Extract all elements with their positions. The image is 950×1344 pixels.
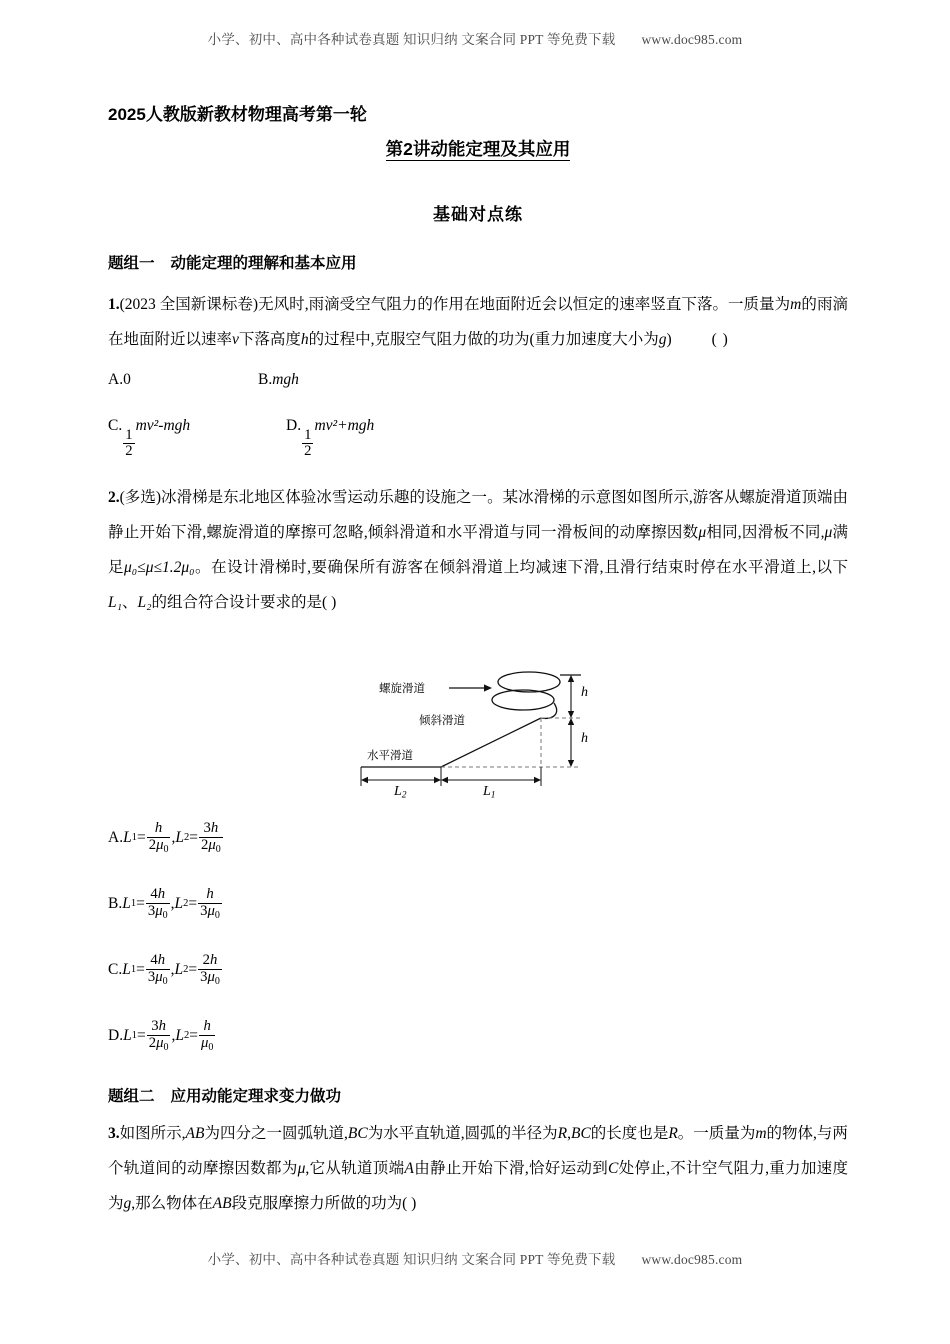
- option-d[interactable]: [286, 409, 464, 460]
- question-3-body-i: 由静止开始下滑,恰好运动到: [413, 1160, 609, 1177]
- q2-c-eq1: =: [136, 961, 145, 979]
- option-d-fraction: [302, 428, 313, 461]
- page-footer: [0, 1248, 950, 1268]
- figure-dim-L1: [483, 784, 496, 801]
- q2-b-eq1: =: [136, 895, 145, 913]
- question-3-number: 3.: [108, 1125, 120, 1142]
- q2-b-L1-num-coef: 4: [150, 885, 158, 902]
- page-title: 2025人教版新教材物理高考第一轮: [108, 105, 367, 124]
- inequality-mu-range: μ₀≤μ≤1.2μ₀: [124, 559, 195, 577]
- figure-dim-L2-sub: 2: [401, 790, 407, 801]
- group-two-name: 应用动能定理求变力做功: [170, 1088, 342, 1105]
- q2-c-L1-den-sub: 0: [162, 975, 168, 987]
- option-a[interactable]: [108, 363, 258, 397]
- q2-a-L2-den-sub: 0: [215, 843, 221, 855]
- figure-dim-L2: [394, 784, 407, 801]
- figure-label-incline: 倾斜滑道: [419, 715, 465, 727]
- figure-label-spiral: 螺旋滑道: [379, 683, 425, 695]
- option-d-numerator: 1: [304, 426, 312, 443]
- q2-b-L1-num-h: h: [157, 885, 166, 902]
- question-1-body-d: 的过程中,克服空气阻力做的功为(重力加速度大小为: [308, 331, 659, 348]
- q2-c-L1: L: [122, 961, 131, 979]
- var-h: h: [300, 331, 309, 348]
- q2-a-L2: L: [175, 829, 184, 847]
- q2-d-L1-num-coef: 3: [151, 1017, 159, 1034]
- footer-promo-text: 小学、初中、高中各种试卷真题 知识归纳 文案合同 PPT 等免费下载: [207, 1252, 616, 1267]
- question-3-body-k: ,那么物体在: [131, 1195, 213, 1212]
- q2-option-d[interactable]: D. L 1 = $\frac{3h}{2\mu_0}$ , L 2 = $\frac{h}{\mu_0}$: [108, 1017, 214, 1053]
- question-2-body-b: 相同,因滑板不同,: [706, 524, 825, 542]
- q2-a-L1-num: h: [154, 819, 163, 836]
- question-2-body-a: 冰滑梯是东北地区体验冰雪运动乐趣的设施之一。某冰滑梯的示意图如图所示,游客从螺旋滑道顶端由静止开始下滑,螺旋滑道的摩擦可忽略,倾斜滑道和水平滑道与同一滑板间的动摩擦因数: [108, 489, 848, 542]
- question-1-body-a: 无风时,雨滴受空气阻力的作用在地面附近会以恒定的速率竖直下落。一质量为: [258, 296, 791, 313]
- var-C: C: [608, 1160, 619, 1177]
- dim-h-top-arrow-down: [568, 711, 574, 718]
- q2-d-eq2: =: [189, 1027, 198, 1045]
- group-one-heading: [108, 251, 848, 273]
- q2-d-frac-L2: [199, 1019, 215, 1054]
- var-L2: L₂: [137, 594, 152, 612]
- q2-d-L2-den-sub: 0: [208, 1041, 214, 1053]
- q2-c-L2-den-mu: μ: [207, 968, 215, 985]
- var-BC-2: BC: [570, 1125, 591, 1142]
- option-b-text: mgh: [272, 371, 299, 388]
- option-c-denominator: 2: [125, 443, 133, 460]
- var-A: A: [404, 1160, 414, 1177]
- content-column: [108, 0, 848, 620]
- question-3-body-f: 。一质量为: [677, 1125, 756, 1142]
- var-AB: AB: [185, 1125, 205, 1142]
- question-1: [108, 287, 848, 357]
- question-3-body-l[interactable]: 段克服摩擦力所做的功为( ): [231, 1195, 417, 1212]
- q2-option-b[interactable]: B. L 1 = $\frac{4h}{3\mu_0}$ , L 2 = $\frac{h}{3\mu_0}$: [108, 885, 220, 921]
- q2-d-L2: L: [175, 1027, 184, 1045]
- q2-b-L1-den-coef: 3: [147, 902, 156, 919]
- var-m: m: [790, 296, 802, 313]
- question-3-body-d: ,: [567, 1125, 571, 1142]
- figure-dim-L2-letter: L: [394, 784, 402, 799]
- q3-var-mu: μ: [297, 1160, 306, 1177]
- q2-c-L1-den-mu: μ: [155, 968, 163, 985]
- q2-d-L1-den-mu: μ: [156, 1034, 164, 1051]
- var-L1: L₁: [108, 594, 123, 612]
- q2-b-eq2: =: [188, 895, 198, 913]
- question-3-body-h: ,它从轨道顶端: [305, 1160, 405, 1177]
- option-c-letter: C.: [108, 417, 123, 434]
- option-d-letter: D.: [286, 417, 302, 434]
- option-b[interactable]: [258, 363, 408, 397]
- q2-option-a-letter: A.: [108, 829, 124, 847]
- q2-d-L2-den-mu: μ: [200, 1034, 209, 1051]
- var-R: R: [557, 1125, 568, 1142]
- q2-a-frac-L2: [199, 821, 223, 856]
- q2-c-L2-num-coef: 2: [202, 951, 210, 968]
- question-1-options-cd: [108, 409, 848, 460]
- question-3-body-a: 如图所示,: [119, 1125, 186, 1142]
- question-2-body-c: 满足: [108, 524, 848, 577]
- q2-a-L2-den-coef: 2: [200, 836, 209, 853]
- option-d-denominator: 2: [304, 443, 312, 460]
- figure-dim-L1-letter: L: [483, 784, 491, 799]
- question-3-body-j: 处停止,不计空气阻力,重力加速度为: [108, 1160, 848, 1212]
- question-2-number: 2.: [108, 489, 120, 507]
- q2-a-L1-den-mu: μ: [156, 836, 164, 853]
- spiral-label-pointer-head: [484, 684, 492, 691]
- q2-b-L2-num: h: [206, 885, 214, 902]
- figure-dim-h-bottom: h: [581, 731, 588, 746]
- option-c-tail: mv²-mgh: [135, 417, 191, 434]
- q2-c-L2: L: [174, 961, 184, 979]
- q2-d-frac-L1: [147, 1019, 171, 1054]
- q2-d-L1-den-sub: 0: [163, 1041, 169, 1053]
- q2-option-d-letter: D.: [108, 1027, 124, 1045]
- group-one-label: 题组一: [108, 255, 155, 272]
- q2-c-L1-den-coef: 3: [147, 968, 156, 985]
- question-2: [108, 480, 848, 620]
- q2-d-L2-num: h: [203, 1017, 211, 1034]
- q2-a-eq2: =: [189, 829, 198, 847]
- question-1-body-e: ): [666, 331, 672, 348]
- figure-dim-L1-sub: 1: [490, 790, 496, 801]
- question-2-options: [108, 806, 848, 1221]
- group-two-label: 题组二: [108, 1088, 155, 1105]
- q2-b-L2-den-coef: 3: [200, 902, 208, 919]
- q2-d-L1-den-coef: 2: [148, 1034, 157, 1051]
- q2-c-eq2: =: [188, 961, 198, 979]
- var-mu-2: μ: [824, 524, 833, 542]
- dim-h-top-arrow-up: [568, 675, 574, 682]
- q2-c-L2-num-h: h: [210, 951, 218, 968]
- dim-L2-arrow-right: [434, 777, 441, 783]
- question-1-number: 1.: [108, 296, 120, 313]
- q2-a-eq1: =: [136, 829, 146, 847]
- footer-site-url: www.doc985.com: [641, 1252, 743, 1267]
- option-a-text: 0: [123, 371, 131, 388]
- q2-b-L1: L: [122, 895, 131, 913]
- q2-a-L1: L: [123, 829, 132, 847]
- q2-a-L1-den-sub: 0: [163, 843, 169, 855]
- q2-c-frac-L2: [198, 953, 222, 988]
- q2-b-L2-den-sub: 0: [214, 909, 220, 921]
- ice-slide-figure: [345, 668, 615, 800]
- var-mu: μ: [698, 524, 707, 542]
- q2-a-frac-L1: [147, 821, 171, 856]
- figure-label-horizontal: 水平滑道: [367, 750, 413, 762]
- question-3-body-g: 的物体,与两个轨道间的动摩擦因数都为: [108, 1125, 848, 1177]
- dim-h-bottom-arrow-up: [568, 718, 574, 725]
- q2-b-L1-den-sub: 0: [162, 909, 168, 921]
- q2-b-L1-den-mu: μ: [155, 902, 163, 919]
- spiral-loop-lower: [492, 690, 554, 710]
- question-3-body-c: 为水平直轨道,圆弧的半径为: [367, 1125, 558, 1142]
- question-3-body-e: 的长度也是: [590, 1125, 669, 1142]
- q2-a-L2-num-h: h: [210, 819, 219, 836]
- question-1-body-b: 的雨滴在地面附近以速率: [108, 296, 848, 348]
- lecture-title-text: 第2讲动能定理及其应用: [385, 139, 571, 159]
- q3-var-g: g: [123, 1195, 132, 1212]
- question-1-body-c: 下落高度: [238, 331, 301, 348]
- q2-a-L1-den-coef: 2: [148, 836, 157, 853]
- group-two-heading: [108, 1084, 848, 1106]
- q2-option-a[interactable]: A. L 1 = $\frac{h}{2\mu_0}$ , L 2 = $\frac{3h}{2\mu_0}$: [108, 819, 221, 855]
- question-1-options-ab: [108, 363, 848, 397]
- q2-c-L2-den-coef: 3: [200, 968, 208, 985]
- q2-d-L1-num-h: h: [158, 1017, 166, 1034]
- var-AB-2: AB: [212, 1195, 232, 1212]
- header-promo-text: 小学、初中、高中各种试卷真题 知识归纳 文案合同 PPT 等免费下载: [207, 32, 616, 47]
- lecture-title: [108, 134, 848, 164]
- group-one-name: 动能定理的理解和基本应用: [170, 255, 357, 272]
- section-heading: 基础对点练: [433, 205, 523, 224]
- q2-c-frac-L1: [146, 953, 170, 988]
- option-c-fraction: [123, 428, 134, 461]
- dim-L1-arrow-left: [441, 777, 448, 783]
- q2-option-b-letter: B.: [108, 895, 123, 913]
- q2-a-L2-num-coef: 3: [203, 819, 211, 836]
- question-1-source: (2023 全国新课标卷): [119, 296, 259, 313]
- q2-d-L1: L: [123, 1027, 132, 1045]
- option-b-letter: B.: [258, 371, 273, 388]
- q3-var-m: m: [755, 1125, 767, 1142]
- question-1-answer-blank[interactable]: ( ): [711, 331, 729, 348]
- var-BC: BC: [347, 1125, 368, 1142]
- option-d-tail: mv²+mgh: [314, 417, 375, 434]
- question-2-body-e: 、: [122, 594, 138, 612]
- dim-h-bottom-arrow-down: [568, 760, 574, 767]
- option-c[interactable]: [108, 409, 286, 460]
- question-3-body-b: 为四分之一圆弧轨道,: [204, 1125, 348, 1142]
- var-v: v: [232, 331, 239, 348]
- q2-a-L2-den-mu: μ: [208, 836, 216, 853]
- q2-option-c[interactable]: C. L 1 = $\frac{4h}{3\mu_0}$ , L 2 = $\frac{2h}{3\mu_0}$: [108, 951, 220, 987]
- spiral-loop-upper: [498, 672, 560, 692]
- question-2-tag: (多选): [119, 489, 162, 507]
- var-g: g: [658, 331, 667, 348]
- dim-L2-arrow-left: [361, 777, 368, 783]
- q2-c-L2-den-sub: 0: [214, 975, 220, 987]
- figure-dim-h-top: h: [581, 685, 588, 700]
- q2-b-frac-L1: [146, 887, 170, 922]
- q2-d-eq1: =: [136, 1027, 146, 1045]
- option-c-numerator: 1: [125, 426, 133, 443]
- header-site-url: www.doc985.com: [641, 32, 743, 47]
- q2-c-L1-num-h: h: [157, 951, 166, 968]
- q2-option-c-letter: C.: [108, 961, 123, 979]
- var-R-2: R: [668, 1125, 678, 1142]
- q2-b-L2: L: [174, 895, 184, 913]
- question-2-body-d: 。在设计滑梯时,要确保所有游客在倾斜滑道上均减速下滑,且滑行结束时停在水平滑道上,以下: [194, 559, 848, 577]
- dim-L1-arrow-right: [534, 777, 541, 783]
- question-2-body-f[interactable]: 的组合符合设计要求的是( ): [151, 594, 337, 612]
- q2-c-L1-num-coef: 4: [150, 951, 158, 968]
- option-a-letter: A.: [108, 371, 124, 388]
- q2-b-L2-den-mu: μ: [207, 902, 215, 919]
- question-3: [108, 1116, 848, 1221]
- q2-b-frac-L2: [198, 887, 222, 922]
